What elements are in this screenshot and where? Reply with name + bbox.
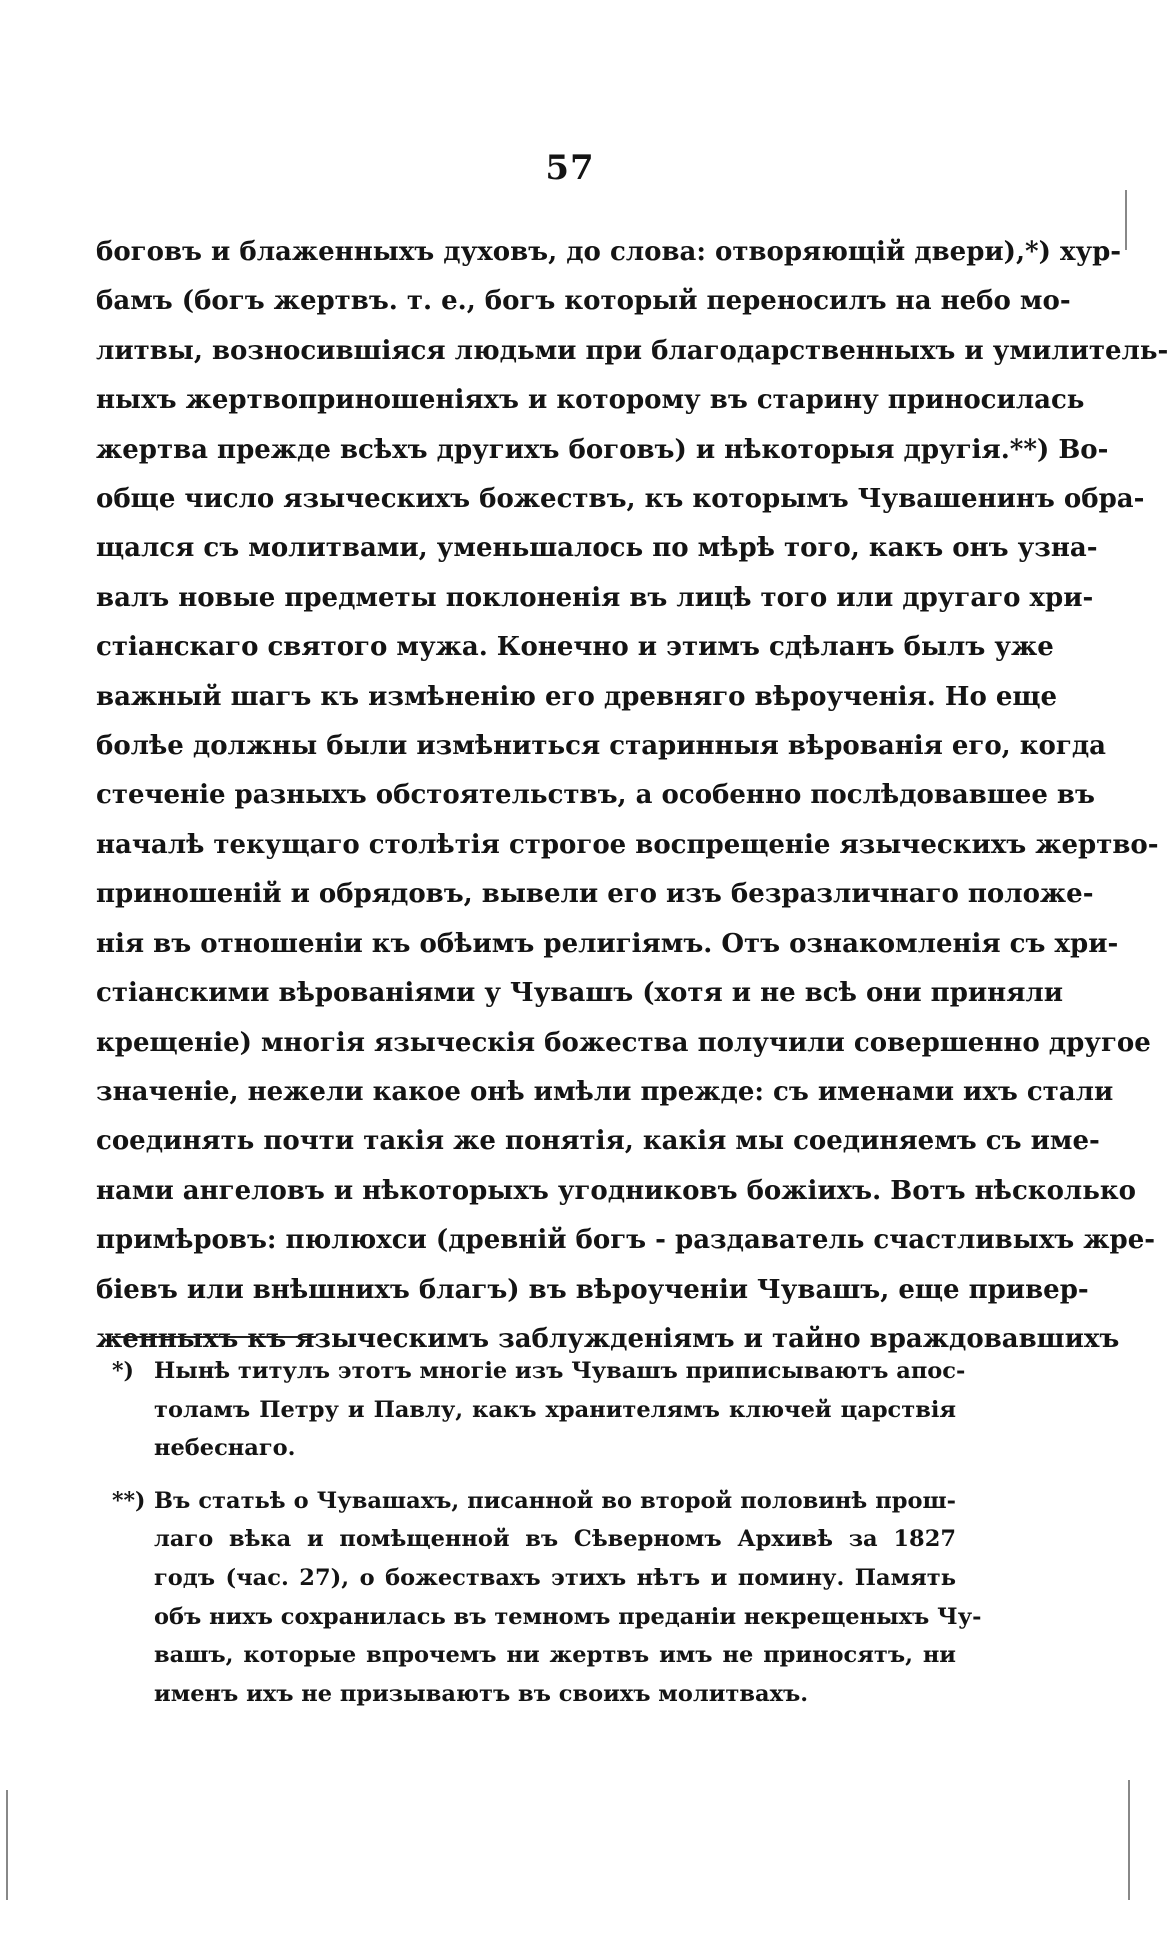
footnote-line: Нынѣ титулъ этотъ многіе изъ Чувашъ приписываютъ апос- [154, 1358, 966, 1384]
footnote-2 [112, 1482, 982, 1714]
text-line: щался съ молитвами, уменьшалось по мѣрѣ того, какъ онъ узна- [96, 533, 1098, 564]
text-line: стіанскими вѣрованіями у Чувашъ (хотя и не всѣ они приняли [96, 978, 1064, 1009]
scan-edge-mark [1125, 190, 1127, 250]
text-line: литвы, возносившіяся людьми при благодарственныхъ и умилитель- [96, 335, 1168, 366]
text-line: бамъ (богъ жертвъ. т. е., богъ который переносилъ на небо мо- [96, 286, 1071, 317]
footnote-line: годъ (час. 27), о божествахъ этихъ нѣтъ и помину. Память [154, 1564, 956, 1591]
footnote-line: лаго вѣка и помѣщенной въ Сѣверномъ Архивѣ за 1827 [154, 1526, 956, 1553]
text-line: біевъ или внѣшнихъ благъ) въ вѣроученіи Чувашъ, еще привер- [96, 1274, 1089, 1305]
footnote-line: толамъ Петру и Павлу, какъ хранителямъ ключей царствія [154, 1396, 956, 1423]
text-line: соединять почти такія же понятія, какія мы соединяемъ съ име- [96, 1126, 1100, 1157]
footnote-line: именъ ихъ не призываютъ въ своихъ молитвахъ. [154, 1680, 809, 1707]
text-line: приношеній и обрядовъ, вывели его изъ безразличнаго положе- [96, 879, 1094, 910]
text-line: примѣровъ: пюлюхси (древній богъ - раздаватель счастливыхъ жре- [96, 1225, 1156, 1256]
footnotes-block [112, 1352, 982, 1727]
scan-edge-mark [6, 1790, 8, 1900]
text-line: женныхъ къ языческимъ заблужденіямъ и тайно враждовавшихъ [96, 1323, 1120, 1354]
footnote-line: Въ статьѣ о Чувашахъ, писанной во второй половинѣ прош- [154, 1487, 956, 1514]
footnote-marker: **) [112, 1487, 146, 1514]
footnote-divider [112, 1336, 316, 1338]
text-line: валъ новые предметы поклоненія въ лицѣ того или другаго хри- [96, 582, 1094, 613]
text-line: нія въ отношеніи къ обѣимъ религіямъ. Отъ ознакомленія съ хри- [96, 928, 1119, 959]
footnote-line: вашъ, которые впрочемъ ни жертвъ имъ не приносятъ, ни [154, 1642, 956, 1669]
text-line: крещеніе) многія языческія божества получили совершенно другое [96, 1027, 1151, 1058]
text-line: нами ангеловъ и нѣкоторыхъ угодниковъ божіихъ. Вотъ нѣсколько [96, 1175, 1137, 1206]
text-line: началѣ текущаго столѣтія строгое воспрещеніе языческихъ жертво- [96, 829, 1159, 860]
text-line: жертва прежде всѣхъ другихъ боговъ) и нѣкоторыя другія.**) Во- [96, 434, 1109, 465]
page-number: 57 [545, 148, 595, 188]
text-line: ныхъ жертвоприношеніяхъ и которому въ старину приносилась [96, 385, 1085, 416]
main-text-block [96, 228, 1168, 1364]
text-line: значеніе, нежели какое онѣ имѣли прежде: съ именами ихъ стали [96, 1076, 1114, 1107]
text-line: стіанскаго святого мужа. Конечно и этимъ сдѣланъ былъ уже [96, 632, 1054, 663]
scan-edge-mark [1128, 1780, 1130, 1900]
footnote-line: небеснаго. [154, 1435, 296, 1462]
text-line: боговъ и блаженныхъ духовъ, до слова: отворяющій двери),*) хур- [96, 237, 1122, 267]
text-line: обще число языческихъ божествъ, къ которымъ Чувашенинъ обра- [96, 484, 1145, 515]
text-line: важный шагъ къ измѣненію его древняго вѣроученія. Но еще [96, 681, 1058, 712]
text-line: болѣе должны были измѣниться старинныя вѣрованія его, когда [96, 731, 1107, 762]
footnote-marker: *) [112, 1358, 134, 1384]
footnote-line: объ нихъ сохранилась въ темномъ преданіи некрещеныхъ Чу- [154, 1603, 982, 1630]
footnote-1 [112, 1352, 966, 1468]
text-line: стеченіе разныхъ обстоятельствъ, а особенно послѣдовавшее въ [96, 780, 1095, 811]
